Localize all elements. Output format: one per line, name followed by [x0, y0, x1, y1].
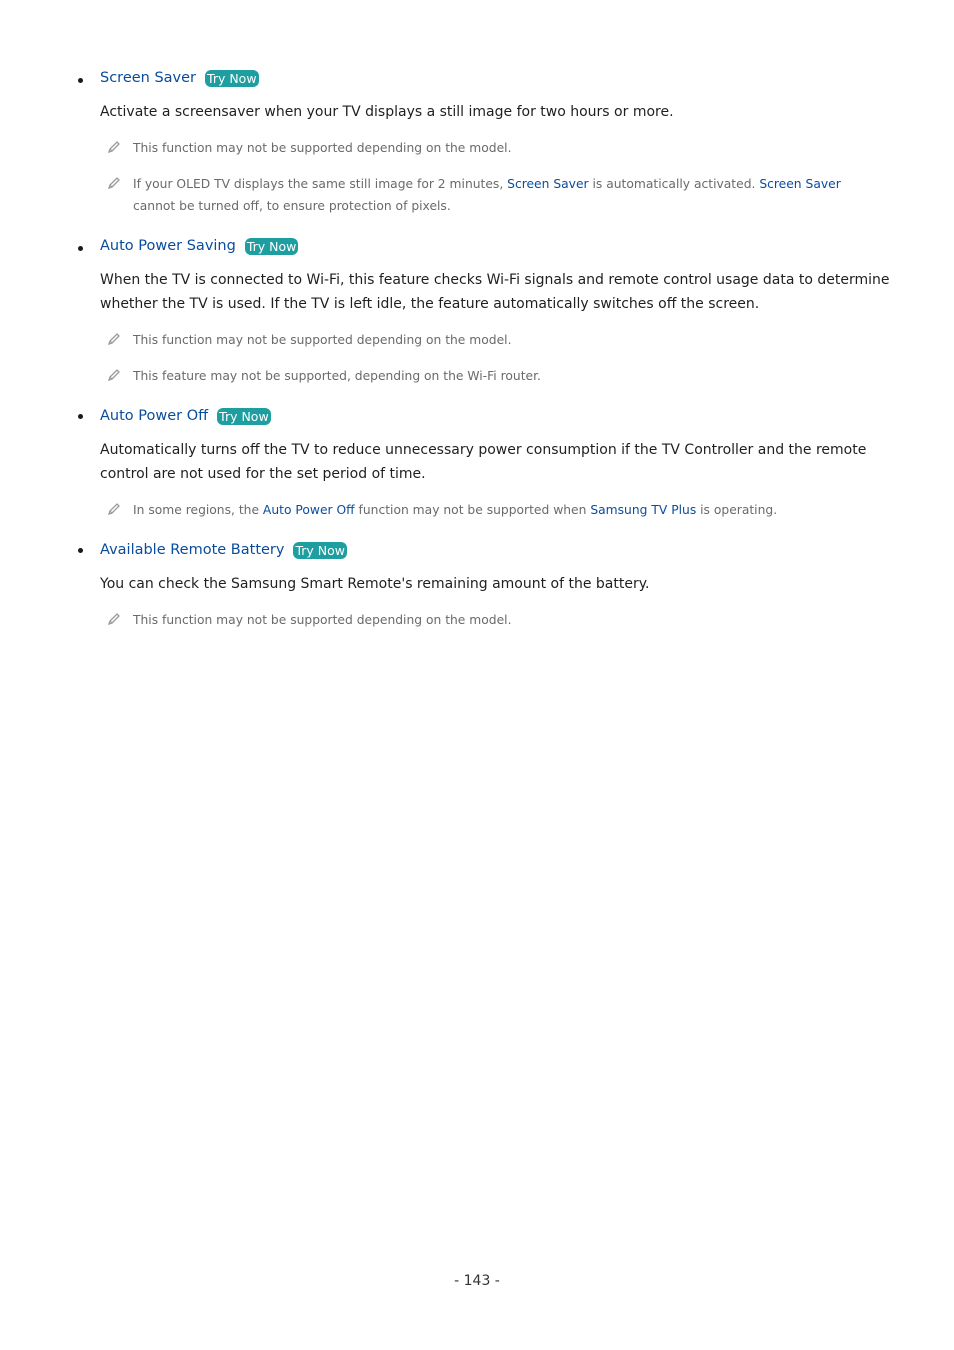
section-description: Activate a screensaver when your TV displays a still image for two hours or more. — [100, 104, 674, 120]
screen-saver-link[interactable]: Screen Saver — [507, 177, 589, 191]
note — [106, 499, 866, 521]
section-heading-auto-power-off[interactable] — [100, 406, 271, 426]
pencil-icon — [106, 139, 122, 155]
try-now-button[interactable]: Try Now — [219, 408, 269, 424]
note — [106, 137, 866, 159]
note — [106, 329, 866, 351]
note-text — [133, 499, 777, 521]
section-title[interactable]: Auto Power Off — [100, 408, 209, 424]
section-title[interactable]: Auto Power Saving — [100, 238, 236, 254]
screen-saver-link[interactable]: Screen Saver — [759, 177, 841, 191]
bullet-icon — [78, 246, 83, 251]
note-text: This function may not be supported depending on the model. — [133, 613, 512, 627]
note-text-part: function may not be supported when — [354, 503, 591, 517]
note-text-part: In some regions, the — [133, 503, 263, 517]
auto-power-off-link[interactable]: Auto Power Off — [262, 503, 355, 517]
note-text-part: is operating. — [696, 503, 778, 517]
section-description: You can check the Samsung Smart Remote's remaining amount of the battery. — [100, 576, 650, 592]
try-now-button[interactable]: Try Now — [207, 70, 257, 86]
section-heading-auto-power-saving[interactable] — [100, 236, 298, 256]
section-heading-available-remote-battery[interactable] — [100, 540, 347, 560]
note-text-part: is automatically activated. — [588, 177, 760, 191]
note-text — [133, 173, 866, 217]
bullet-icon — [78, 414, 83, 419]
try-now-button[interactable]: Try Now — [246, 238, 297, 254]
page-number: - 143 - — [454, 1273, 500, 1289]
pencil-icon — [106, 501, 122, 517]
note-text: This function may not be supported depending on the model. — [133, 141, 512, 155]
bullet-icon — [78, 548, 83, 553]
note — [106, 609, 866, 631]
section-title[interactable]: Available Remote Battery — [100, 542, 285, 558]
section-heading-screen-saver[interactable] — [100, 68, 259, 88]
samsung-tv-plus-link[interactable]: Samsung TV Plus — [590, 503, 697, 517]
try-now-button[interactable]: Try Now — [295, 542, 345, 558]
pencil-icon — [106, 175, 122, 191]
pencil-icon — [106, 367, 122, 383]
pencil-icon — [106, 611, 122, 627]
section-title[interactable]: Screen Saver — [100, 70, 197, 86]
note-text: This feature may not be supported, depending on the Wi-Fi router. — [133, 369, 541, 383]
note-text-part: cannot be turned off, to ensure protection of pixels. — [133, 199, 451, 213]
note-text: This function may not be supported depending on the model. — [133, 333, 512, 347]
note — [106, 173, 866, 217]
note — [106, 365, 866, 387]
bullet-icon — [78, 78, 83, 83]
pencil-icon — [106, 331, 122, 347]
note-text-part: If your OLED TV displays the same still image for 2 minutes, — [133, 177, 508, 191]
section-description: Automatically turns off the TV to reduce unnecessary power consumption if the TV Controller and the remote control are not used for the set period of time. — [100, 442, 867, 482]
section-description: When the TV is connected to Wi-Fi, this feature checks Wi-Fi signals and remote control usage data to determine whether the TV is used. If the TV is left idle, the feature automatically switches off the screen. — [100, 272, 890, 312]
